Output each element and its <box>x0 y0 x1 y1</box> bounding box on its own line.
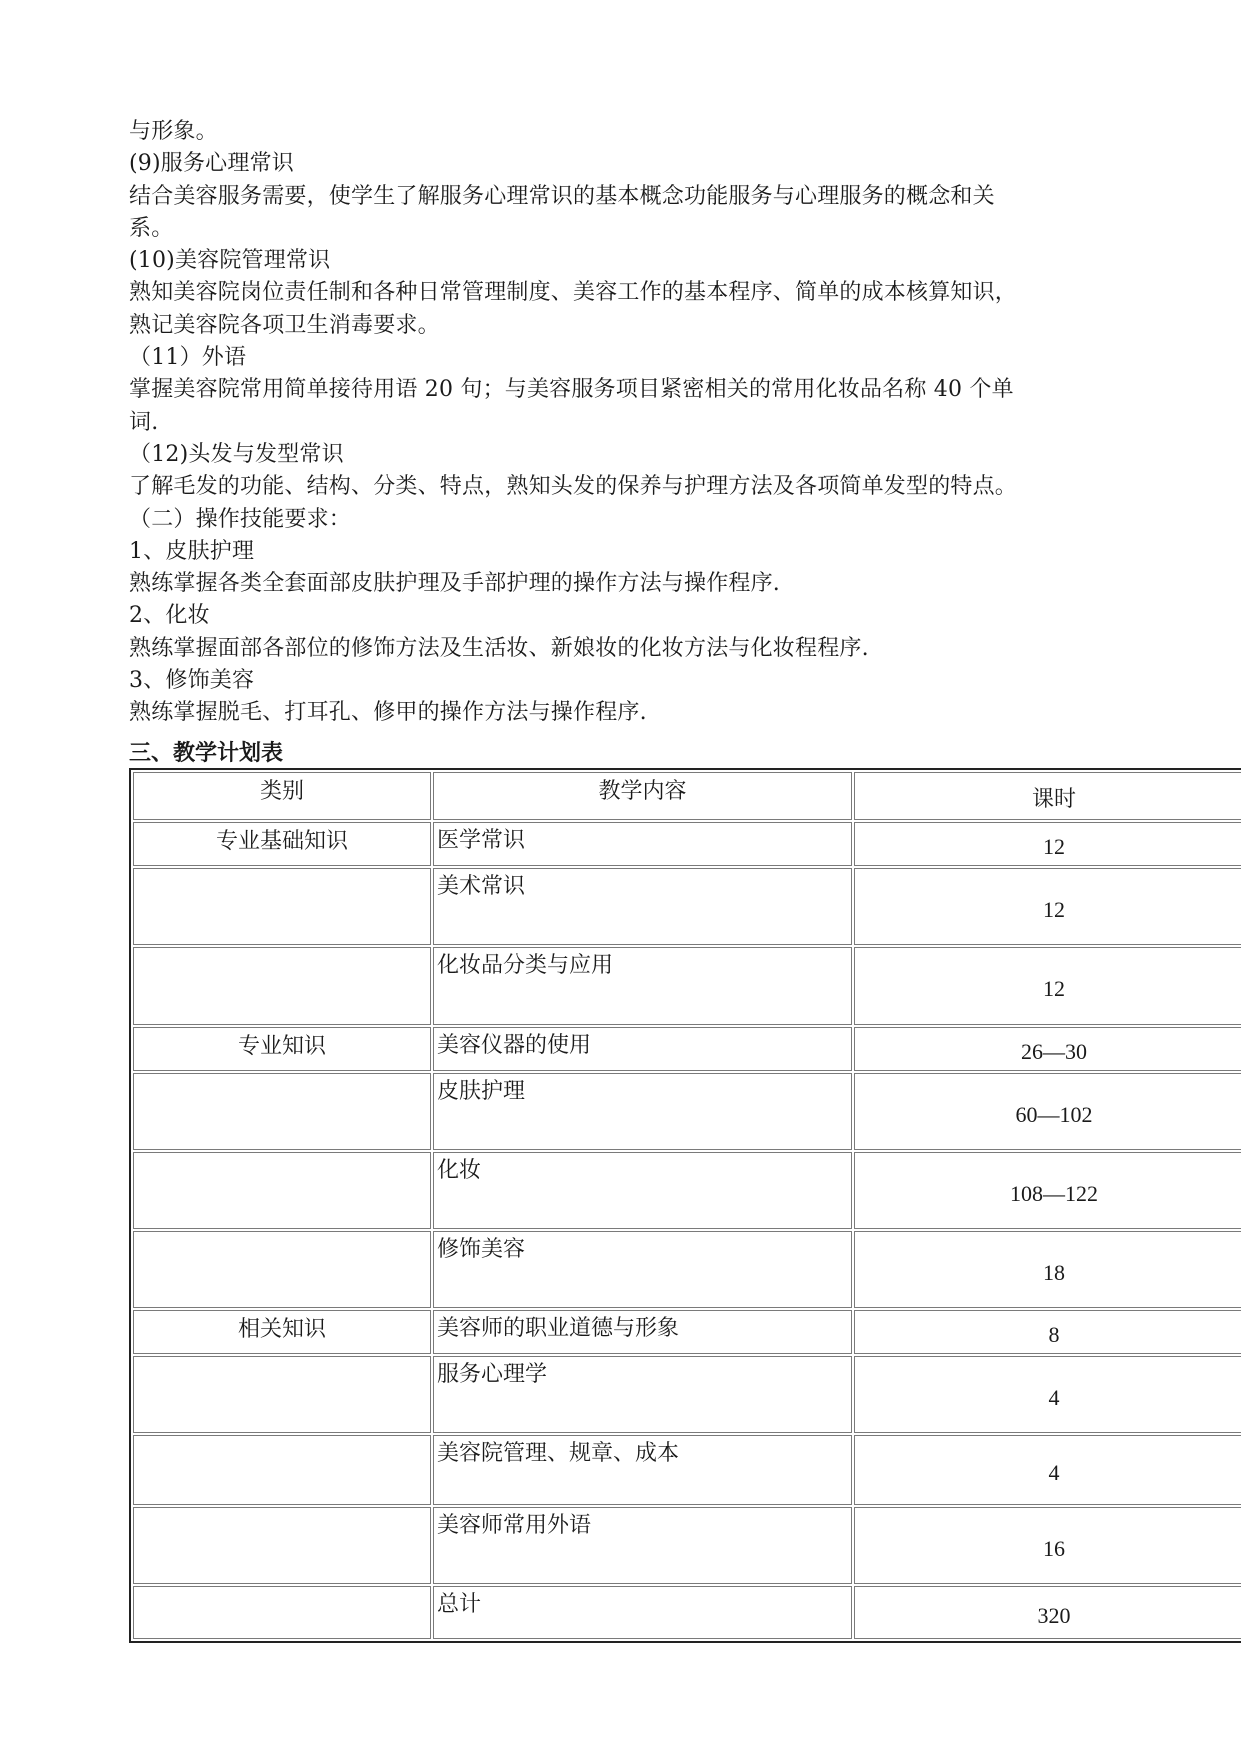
text-line: 熟知美容院岗位责任制和各种日常管理制度、美容工作的基本程序、简单的成本核算知识， <box>129 280 1018 306</box>
subsection-heading: （11）外语 <box>129 345 247 371</box>
subsection-heading: 2、化妆 <box>129 603 210 629</box>
subsection-heading: 1、皮肤护理 <box>129 538 255 564</box>
category-cell <box>133 1356 431 1433</box>
text-line: 熟练掌握各类全套面部皮肤护理及手部护理的操作方法与操作程序. <box>129 571 780 597</box>
text-line: 熟练掌握面部各部位的修饰方法及生活妆、新娘妆的化妆方法与化妆程程序. <box>129 635 869 661</box>
subsection-heading: 3、修饰美容 <box>129 668 255 694</box>
hours-cell: 18 <box>854 1231 1241 1308</box>
subsection-heading: (9)服务心理常识 <box>129 151 294 177</box>
hours-cell: 4 <box>854 1435 1241 1505</box>
content-cell: 修饰美容 <box>433 1231 852 1308</box>
text-line: 了解毛发的功能、结构、分类、特点，熟知头发的保养与护理方法及各项简单发型的特点。 <box>129 474 1018 500</box>
hours-cell: 16 <box>854 1507 1241 1584</box>
text-line: 掌握美容院常用简单接待用语 20 句；与美容服务项目紧密相关的常用化妆品名称 40 个单 <box>129 377 1014 403</box>
category-cell: 专业知识 <box>133 1027 431 1071</box>
content-cell: 服务心理学 <box>433 1356 852 1433</box>
hours-cell: 26—30 <box>854 1027 1241 1071</box>
category-cell: 专业基础知识 <box>133 822 431 866</box>
text-line: 词. <box>129 409 159 435</box>
content-cell: 化妆 <box>433 1152 852 1229</box>
text-line: 系。 <box>129 215 174 241</box>
category-cell <box>133 868 431 945</box>
category-cell <box>133 1435 431 1505</box>
content-cell: 医学常识 <box>433 822 852 866</box>
content-cell: 美容院管理、规章、成本 <box>433 1435 852 1505</box>
category-cell <box>133 1152 431 1229</box>
content-cell: 皮肤护理 <box>433 1073 852 1150</box>
hours-cell: 12 <box>854 822 1241 866</box>
hours-cell: 12 <box>854 947 1241 1025</box>
content-cell: 美容师常用外语 <box>433 1507 852 1584</box>
content-cell: 化妆品分类与应用 <box>433 947 852 1025</box>
category-cell <box>133 1586 431 1639</box>
teaching-plan-table <box>129 768 1241 1646</box>
body-text <box>129 116 1119 730</box>
content-cell: 美容师的职业道德与形象 <box>433 1310 852 1354</box>
subsection-heading: （二）操作技能要求： <box>129 506 352 532</box>
content-cell: 美容仪器的使用 <box>433 1027 852 1071</box>
text-line: 结合美容服务需要，使学生了解服务心理常识的基本概念功能服务与心理服务的概念和关 <box>129 183 995 209</box>
hours-cell: 12 <box>854 868 1241 945</box>
column-header: 类别 <box>133 772 431 820</box>
category-cell <box>133 1507 431 1584</box>
hours-cell: 4 <box>854 1356 1241 1433</box>
text-line: 熟练掌握脱毛、打耳孔、修甲的操作方法与操作程序. <box>129 700 647 726</box>
subsection-heading: （12)头发与发型常识 <box>129 441 344 467</box>
hours-cell: 320 <box>854 1586 1241 1639</box>
hours-cell: 60—102 <box>854 1073 1241 1150</box>
subsection-heading: (10)美容院管理常识 <box>129 248 331 274</box>
category-cell <box>133 1231 431 1308</box>
content-cell: 总计 <box>433 1586 852 1639</box>
column-header: 课时 <box>854 772 1241 820</box>
section-title: 三、教学计划表 <box>129 741 284 766</box>
content-cell: 美术常识 <box>433 868 852 945</box>
hours-cell: 8 <box>854 1310 1241 1354</box>
category-cell <box>133 947 431 1025</box>
hours-cell: 108—122 <box>854 1152 1241 1229</box>
column-header: 教学内容 <box>433 772 852 820</box>
category-cell: 相关知识 <box>133 1310 431 1354</box>
category-cell <box>133 1073 431 1150</box>
text-line: 熟记美容院各项卫生消毒要求。 <box>129 312 440 338</box>
text-line: 与形象。 <box>129 119 218 144</box>
